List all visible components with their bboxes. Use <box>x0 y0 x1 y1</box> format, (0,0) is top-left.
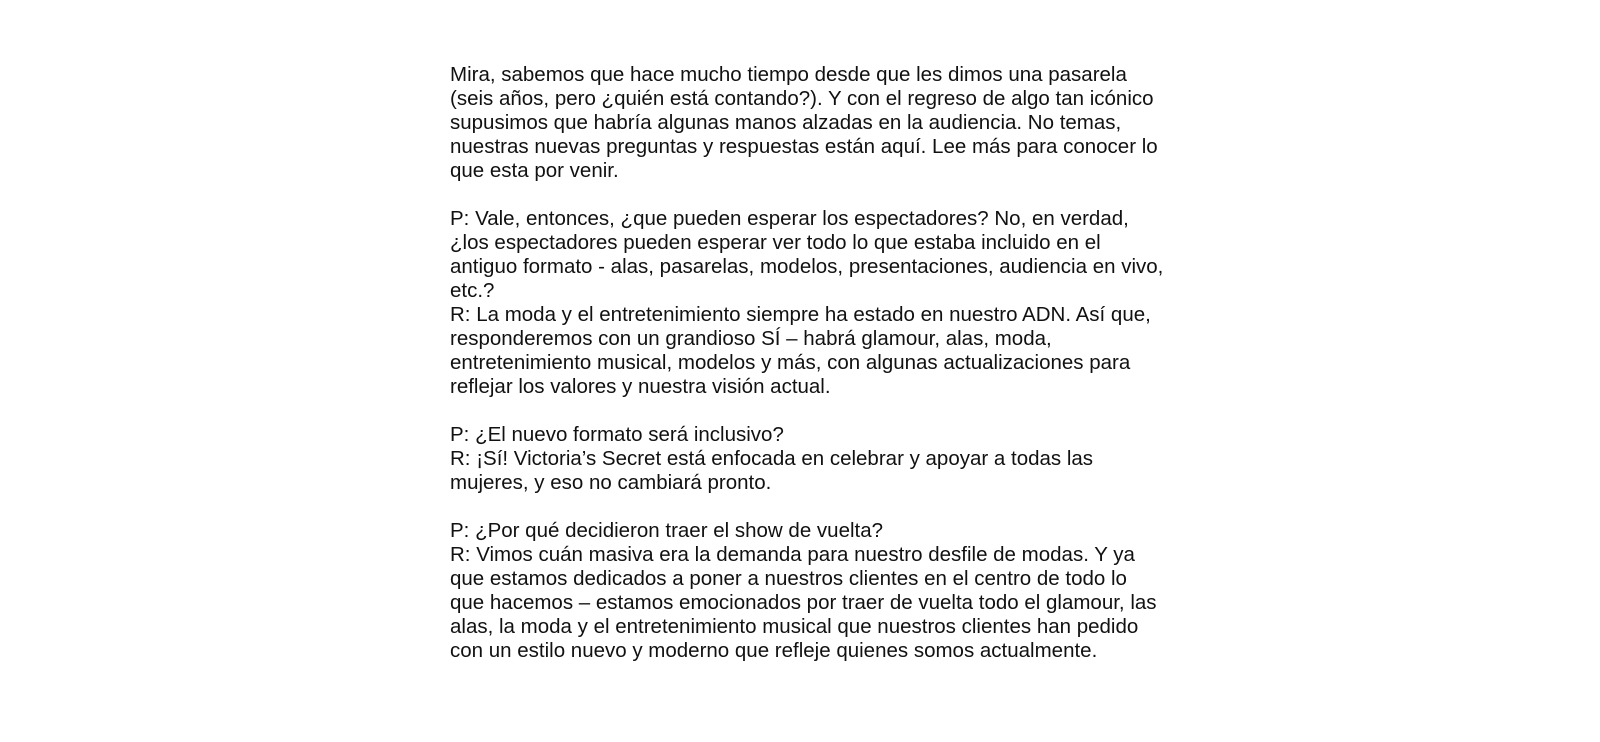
qa-block-inclusive <box>450 423 1180 495</box>
answer-line: alas, la moda y el entretenimiento musical que nuestros clientes han pedido <box>450 615 1139 638</box>
answer-line: entretenimiento musical, modelos y más, con algunas actualizaciones para <box>450 351 1131 374</box>
question-line: P: ¿El nuevo formato será inclusivo? <box>450 423 784 446</box>
answer-line: R: La moda y el entretenimiento siempre ha estado en nuestro ADN. Así que, <box>450 303 1151 326</box>
question-line: P: ¿Por qué decidieron traer el show de vuelta? <box>450 519 884 542</box>
text-line: que esta por venir. <box>450 159 619 182</box>
text-line: supusimos que habría algunas manos alzadas en la audiencia. No temas, <box>450 111 1122 134</box>
answer-line: responderemos con un grandioso SÍ – habrá glamour, alas, moda, <box>450 327 1052 350</box>
text-line: nuestras nuevas preguntas y respuestas están aquí. Lee más para conocer lo <box>450 135 1158 158</box>
intro-paragraph <box>450 63 1180 183</box>
text-line: (seis años, pero ¿quién está contando?). Y con el regreso de algo tan icónico <box>450 87 1154 110</box>
question-line: antiguo formato - alas, pasarelas, modelos, presentaciones, audiencia en vivo, <box>450 255 1164 278</box>
answer-line: R: Vimos cuán masiva era la demanda para nuestro desfile de modas. Y ya <box>450 543 1135 566</box>
answer-line: R: ¡Sí! Victoria’s Secret está enfocada en celebrar y apoyar a todas las <box>450 447 1094 470</box>
text-line: Mira, sabemos que hace mucho tiempo desde que les dimos una pasarela <box>450 63 1127 86</box>
qa-block-viewers <box>450 207 1180 399</box>
article-body <box>450 63 1180 663</box>
question-line: ¿los espectadores pueden esperar ver todo lo que estaba incluido en el <box>450 231 1101 254</box>
answer-line: que hacemos – estamos emocionados por traer de vuelta todo el glamour, las <box>450 591 1157 614</box>
qa-block-return <box>450 519 1180 663</box>
answer-line: con un estilo nuevo y moderno que refleje quienes somos actualmente. <box>450 639 1098 662</box>
answer-line: reflejar los valores y nuestra visión actual. <box>450 375 831 398</box>
question-line: etc.? <box>450 279 495 302</box>
answer-line: que estamos dedicados a poner a nuestros clientes en el centro de todo lo <box>450 567 1127 590</box>
question-line: P: Vale, entonces, ¿que pueden esperar los espectadores? No, en verdad, <box>450 207 1129 230</box>
answer-line: mujeres, y eso no cambiará pronto. <box>450 471 772 494</box>
